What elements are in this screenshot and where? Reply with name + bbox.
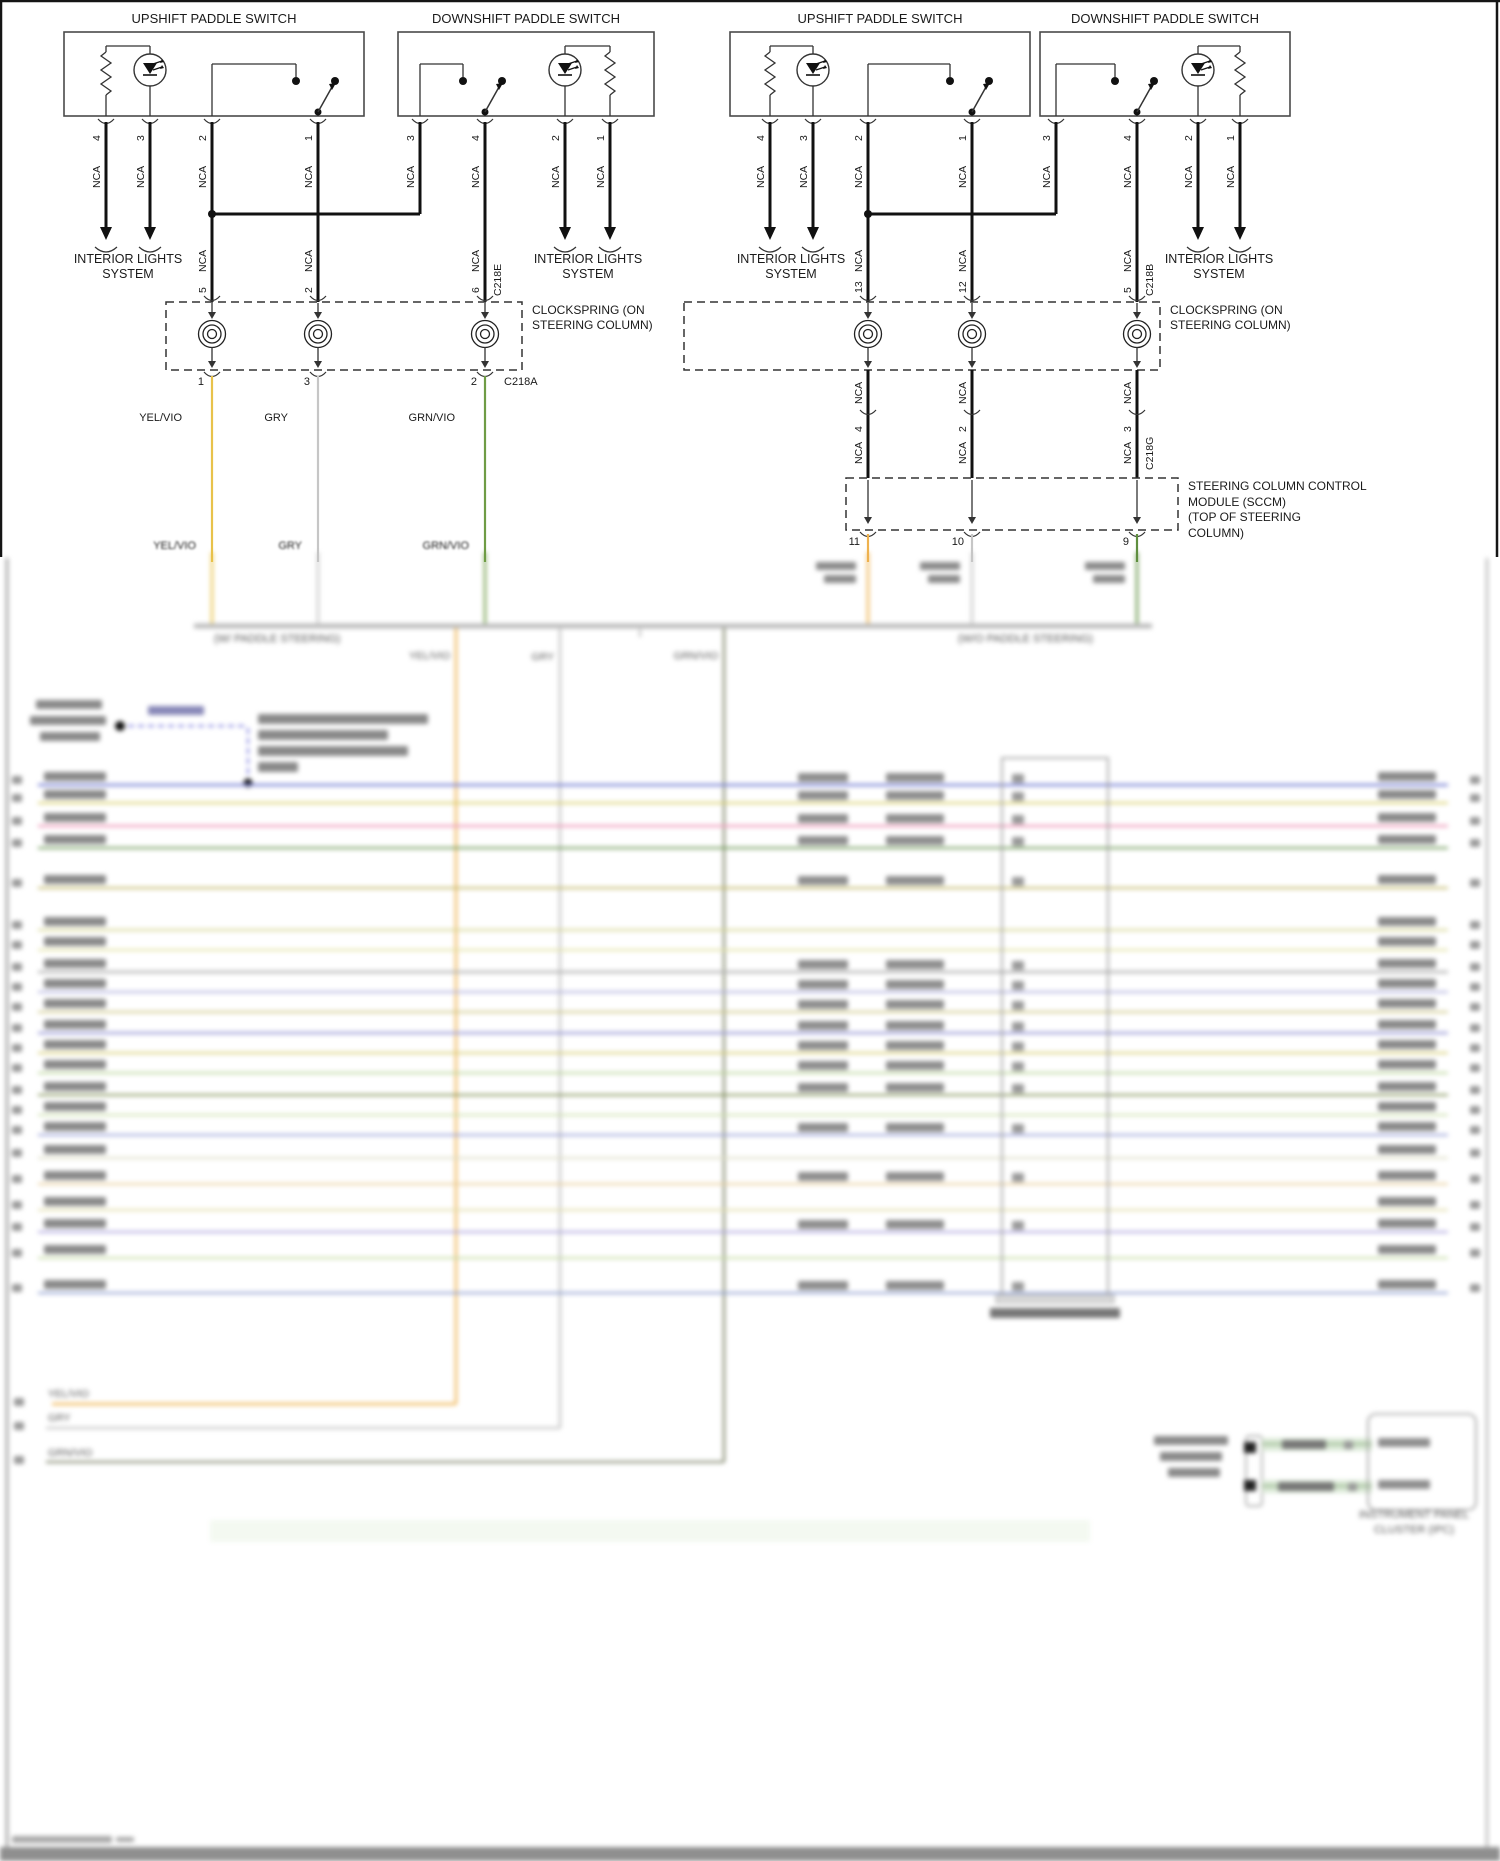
blurred-text-blob [1378,1082,1436,1091]
blurred-text-blob [1378,790,1436,799]
annotation-dot [115,721,125,731]
blurred-text-blob [1378,959,1436,968]
blurred-text-blob [1470,879,1480,887]
blurred-text-blob [12,1126,22,1134]
blurred-text-blob [1470,1126,1480,1134]
blurred-text-blob [1470,1284,1480,1292]
blurred-text-blob [920,562,960,570]
pin-number: 12 [957,281,969,293]
blurred-text-blob [886,1281,944,1290]
blurred-text-blob [12,794,22,802]
faint-smear [210,1520,1090,1542]
circuit-label-nca: NCA [197,165,209,188]
blurred-text-blob [258,730,388,740]
blurred-text-blob [44,1040,106,1049]
blurred-text-blob [44,917,106,926]
ipc-label-line2: CLUSTER (IPC) [1373,1524,1455,1536]
blurred-text-blob [44,1122,106,1131]
blurred-text-blob [886,773,944,782]
interior-lights-line2: SYSTEM [562,267,614,281]
blurred-text-blob [1378,1171,1436,1180]
sccm-line3: (TOP OF STEERING [1188,510,1301,524]
blurred-text-blob [886,1083,944,1092]
blurred-text-blob [1378,835,1436,844]
blurred-text-blob [12,1003,22,1011]
blurred-text-blob [798,1000,848,1009]
bottom-wire-label-grnvio: GRN/VIO [48,1447,93,1459]
pin-number: 1 [197,376,204,388]
pin-number: 4 [1122,135,1134,141]
box-title-downshift-left: DOWNSHIFT PADDLE SWITCH [431,11,621,26]
ipc-box [1368,1414,1476,1510]
blurred-text-blob [798,1172,848,1181]
blurred-text-blob [798,1083,848,1092]
blurred-text-blob [1470,983,1480,991]
blurred-text-blob [1012,774,1024,783]
blurred-text-blob [1378,1102,1436,1111]
blurred-text-blob [1278,1482,1334,1491]
circuit-label-nca: NCA [853,381,865,404]
blurred-text-blob [1085,562,1125,570]
blurred-text-blob [1282,1440,1326,1449]
blurred-text-blob [44,937,106,946]
blurred-text-blob [886,1123,944,1132]
blurred-text-blob [886,791,944,800]
blurred-text-blob [798,814,848,823]
wire-label-grnvio-1: GRN/VIO [408,412,455,424]
blurred-text-blob [44,1197,106,1206]
interior-lights-label-4 [1139,252,1299,282]
circuit-label-nca: NCA [595,165,607,188]
blurred-text-blob [798,876,848,885]
circuit-label-nca: NCA [798,165,810,188]
blurred-text-blob [928,575,960,583]
pin-number: 2 [853,135,865,141]
blurred-text-blob [1012,1001,1024,1010]
blurred-text-blob [12,1284,22,1292]
blurred-text-blob [12,1044,22,1052]
pin-number: 4 [91,135,103,141]
pin-number: 2 [197,135,209,141]
blurred-text-blob [798,836,848,845]
interior-lights-line1: INTERIOR LIGHTS [736,252,846,266]
blurred-text-blob [1012,1042,1024,1051]
blurred-text-blob [886,1041,944,1050]
circuit-label-nca: NCA [1041,165,1053,188]
blurred-text-blob [1160,1452,1222,1461]
circuit-label-nca: NCA [470,165,482,188]
pin-number: 1 [957,135,969,141]
blurred-text-blob [1470,839,1480,847]
blurred-text-blob [44,1145,106,1154]
blurred-text-blob [1348,1483,1357,1491]
bus-note-right: (W/O PADDLE STEERING) [958,633,1093,645]
blurred-text-blob [1470,1044,1480,1052]
blurred-text-blob [1012,1124,1024,1133]
connector-foot [996,1295,1114,1303]
blurred-text-blob [1470,1175,1480,1183]
blurred-text-blob [798,960,848,969]
blurred-text-blob [14,1422,24,1430]
circuit-label-nca: NCA [853,249,865,272]
blurred-text-blob [44,875,106,884]
blurred-text-blob [1470,1223,1480,1231]
pin-number: 3 [303,376,310,388]
pin-number: 2 [303,287,315,293]
blurred-text-blob [1344,1441,1353,1449]
clockspring-line2: STEERING COLUMN) [1170,318,1291,332]
blurred-text-blob [1470,1086,1480,1094]
blurred-text-blob [1378,1219,1436,1228]
pin-number: 2 [1183,135,1195,141]
drop-wire-label-grnvio: GRN/VIO [673,650,718,662]
circuit-label-nca: NCA [550,165,562,188]
blurred-text-blob [798,773,848,782]
wire-label-grnvio-2: GRN/VIO [422,540,469,552]
blurred-text-blob [1470,1201,1480,1209]
blurred-text-blob [798,1123,848,1132]
blurred-text-blob [14,1456,24,1464]
blurred-text-blob [1378,917,1436,926]
clockspring-line1: CLOCKSPRING (ON [1170,303,1283,317]
circuit-label-nca: NCA [405,165,417,188]
blurred-text-blob [12,1106,22,1114]
blurred-text-blob [44,813,106,822]
blurred-text-blob [1012,1062,1024,1071]
blurred-text-blob [1012,1282,1024,1291]
ipc-label [1344,1508,1484,1538]
pin-number: 1 [595,135,607,141]
bottom-wire-label-gry: GRY [48,1412,71,1424]
sccm-pin-11: 11 [848,536,860,548]
copyright-text-blob [116,1837,134,1842]
blurred-text-blob [12,921,22,929]
clockspring-label-left [532,303,712,333]
pin-number: 2 [470,376,477,388]
pin-number: 3 [798,135,810,141]
blurred-text-blob [1012,981,1024,990]
blurred-text-blob [1378,875,1436,884]
pin-number: 3 [405,135,417,141]
pin-number: 2 [957,426,969,432]
blurred-text-blob [44,1245,106,1254]
blurred-text-blob [1378,1245,1436,1254]
blurred-text-blob [1470,776,1480,784]
blurred-text-blob [886,1021,944,1030]
circuit-label-nca: NCA [957,381,969,404]
sccm-line4: COLUMN) [1188,525,1244,540]
pin-number: 1 [303,135,315,141]
blurred-text-blob [1378,1020,1436,1029]
blurred-text-blob [12,1201,22,1209]
blurred-text-blob [1470,1149,1480,1157]
drop-wire-label-yelvio: YEL/VIO [409,650,450,662]
blurred-text-blob [798,980,848,989]
wire-label-gry-1: GRY [264,412,288,424]
blurred-text-blob [886,814,944,823]
circuit-label-nca: NCA [957,249,969,272]
blurred-text-blob [1378,1122,1436,1131]
interior-lights-line2: SYSTEM [102,267,154,281]
blurred-text-blob [1012,1022,1024,1031]
circuit-label-nca: NCA [1122,249,1134,272]
blurred-text-blob [44,772,106,781]
blurred-text-blob [12,817,22,825]
page-border-bottom [0,1847,1500,1861]
blurred-text-blob [12,1223,22,1231]
blurred-text-blob [12,1249,22,1257]
blurred-text-blob [1378,1145,1436,1154]
pin-number: 13 [853,281,865,293]
circuit-label-nca: NCA [470,249,482,272]
pin-number: 4 [470,135,482,141]
ipc-label-line1: INSTRUMENT PANEL [1358,1509,1470,1521]
box-title-upshift-left: UPSHIFT PADDLE SWITCH [131,11,297,26]
blurred-text-blob [1470,1249,1480,1257]
sccm-pin-10: 10 [951,536,964,548]
sccm-label [1188,479,1388,541]
blurred-text-blob [798,1041,848,1050]
blurred-text-blob [886,1061,944,1070]
bottom-wire-label-yelvio: YEL/VIO [48,1388,89,1400]
pin-number: 6 [470,287,482,293]
circuit-label-nca: NCA [303,249,315,272]
blurred-text-blob [44,1020,106,1029]
blurred-text-blob [1470,794,1480,802]
blurred-text-blob [798,791,848,800]
blurred-text-blob [1378,813,1436,822]
blurred-text-blob [1154,1436,1228,1445]
blurred-text-blob [258,714,428,724]
blurred-text-blob [886,1220,944,1229]
pin-number: 4 [755,135,767,141]
blurred-text-blob [1012,815,1024,824]
blurred-text-blob [44,835,106,844]
blurred-text-blob [1470,963,1480,971]
blurred-text-blob [798,1061,848,1070]
circuit-label-nca: NCA [303,165,315,188]
blurred-text-blob [886,1172,944,1181]
circuit-label-nca: NCA [1122,165,1134,188]
blurred-text-blob [44,1082,106,1091]
connector-pin [1244,1442,1256,1453]
interior-lights-label-1 [48,249,209,282]
blurred-text-blob [1378,1060,1436,1069]
pin-number: 5 [197,287,209,293]
pin-number: 4 [853,426,865,432]
blurred-text-blob [798,1021,848,1030]
interior-lights-label-2 [508,252,668,282]
blurred-text-blob [1470,1064,1480,1072]
wire-label-yelvio-2: YEL/VIO [153,540,196,552]
circuit-label-nca: NCA [1122,441,1134,464]
pin-number: 3 [1122,426,1134,432]
circuit-label-nca: NCA [135,165,147,188]
circuit-label-nca: NCA [1122,381,1134,404]
blurred-text-blob [30,716,106,725]
blurred-text-blob [258,746,408,756]
wire-label-gry-2: GRY [278,540,302,552]
blurred-text-blob [990,1308,1120,1318]
blurred-text-blob [1378,1040,1436,1049]
blurred-text-blob [1012,1084,1024,1093]
interior-lights-line1: INTERIOR LIGHTS [533,252,643,266]
blurred-text-blob [1470,1024,1480,1032]
blurred-text-blob [1378,999,1436,1008]
interior-lights-line1: INTERIOR LIGHTS [1164,252,1274,266]
blurred-text-blob [12,1024,22,1032]
circuit-label-nca: NCA [197,249,209,272]
blurred-text-blob [886,980,944,989]
circuit-label-nca: NCA [853,441,865,464]
sccm-line2: MODULE (SCCM) [1188,494,1286,509]
connector-pin [1244,1480,1256,1491]
blurred-text-blob [12,1064,22,1072]
blurred-text-blob [1012,837,1024,846]
interior-lights-line1: INTERIOR LIGHTS [73,252,183,266]
blurred-text-blob [1470,1003,1480,1011]
blurred-text-blob [1012,1173,1024,1182]
blurred-text-blob [12,1175,22,1183]
wire-label-yelvio-1: YEL/VIO [139,412,182,424]
blurred-text-blob [1378,1280,1436,1289]
blurred-text-blob [1378,1197,1436,1206]
blurred-text-blob [44,1102,106,1111]
drop-wire-label-gry: GRY [531,651,554,663]
blurred-text-blob [1470,941,1480,949]
pin-number: 3 [135,135,147,141]
blurred-text-blob [258,762,298,772]
blurred-text-blob [816,562,856,570]
blurred-text-blob [1378,937,1436,946]
circuit-label-nca: NCA [1183,165,1195,188]
connector-c218a: C218A [504,376,538,388]
box-title-upshift-right: UPSHIFT PADDLE SWITCH [797,11,963,26]
interior-lights-line2: SYSTEM [1193,267,1245,281]
blurred-text-blob [1168,1468,1220,1477]
blurred-text-blob [12,983,22,991]
blurred-text-blob [886,876,944,885]
blurred-text-blob [44,1219,106,1228]
bus-note-left: (W/ PADDLE STEERING) [214,633,341,645]
sccm-line1: STEERING COLUMN CONTROL [1188,479,1367,493]
blurred-text-blob [1470,921,1480,929]
circuit-label-nca: NCA [957,441,969,464]
blurred-text-blob [40,732,100,741]
box-title-downshift-right: DOWNSHIFT PADDLE SWITCH [1070,11,1260,26]
blurred-text-blob [1378,1438,1430,1447]
circuit-label-nca: NCA [853,165,865,188]
blurred-text-blob [12,1149,22,1157]
pin-number: 5 [1122,287,1134,293]
copyright-text-blob [12,1836,112,1843]
sccm-pin-9: 9 [1122,536,1129,548]
interior-lights-line2: SYSTEM [765,267,817,281]
blurred-text-blob [44,959,106,968]
blurred-text-blob [44,1060,106,1069]
blurred-text-blob [1093,575,1125,583]
blurred-text-blob [12,941,22,949]
blurred-text-blob [12,776,22,784]
blurred-text-blob [1012,792,1024,801]
blurred-text-blob [1012,877,1024,886]
circuit-label-nca: NCA [755,165,767,188]
blurred-text-blob [36,700,102,709]
blurred-text-blob [798,1220,848,1229]
circuit-label-nca: NCA [957,165,969,188]
blurred-text-blob [886,960,944,969]
blurred-text-blob [886,1000,944,1009]
clockspring-line1: CLOCKSPRING (ON [532,303,645,317]
clockspring-label-right [1170,303,1350,333]
blurred-text-blob [1012,1221,1024,1230]
blurred-text-blob [12,963,22,971]
blurred-text-blob [1470,817,1480,825]
circuit-label-nca: NCA [1225,165,1237,188]
blurred-text-blob [1378,1480,1430,1489]
blurred-text-blob [1470,1106,1480,1114]
blurred-text-blob [1378,772,1436,781]
blurred-text-blob [12,879,22,887]
blurred-text-blob [14,1398,24,1406]
connector-c218g: C218G [1144,436,1156,470]
blurred-text-blob [824,575,856,583]
blurred-text-blob [798,1281,848,1290]
blurred-text-blob [1012,961,1024,970]
connector-c218e: C218E [492,263,504,296]
pin-number: 2 [550,135,562,141]
blurred-text-blob [148,706,204,715]
blurred-text-blob [1378,979,1436,988]
blurred-text-blob [12,1086,22,1094]
pin-number: 3 [1041,135,1053,141]
connector-c218b: C218B [1144,263,1156,296]
clockspring-line2: STEERING COLUMN) [532,318,653,332]
blurred-text-blob [44,1171,106,1180]
interior-lights-label-3 [711,249,871,282]
blurred-text-blob [44,999,106,1008]
circuit-label-nca: NCA [91,165,103,188]
blurred-text-blob [44,1280,106,1289]
blurred-text-blob [886,836,944,845]
blurred-text-blob [44,979,106,988]
blurred-text-blob [44,790,106,799]
blurred-text-blob [12,839,22,847]
pin-number: 1 [1225,135,1237,141]
